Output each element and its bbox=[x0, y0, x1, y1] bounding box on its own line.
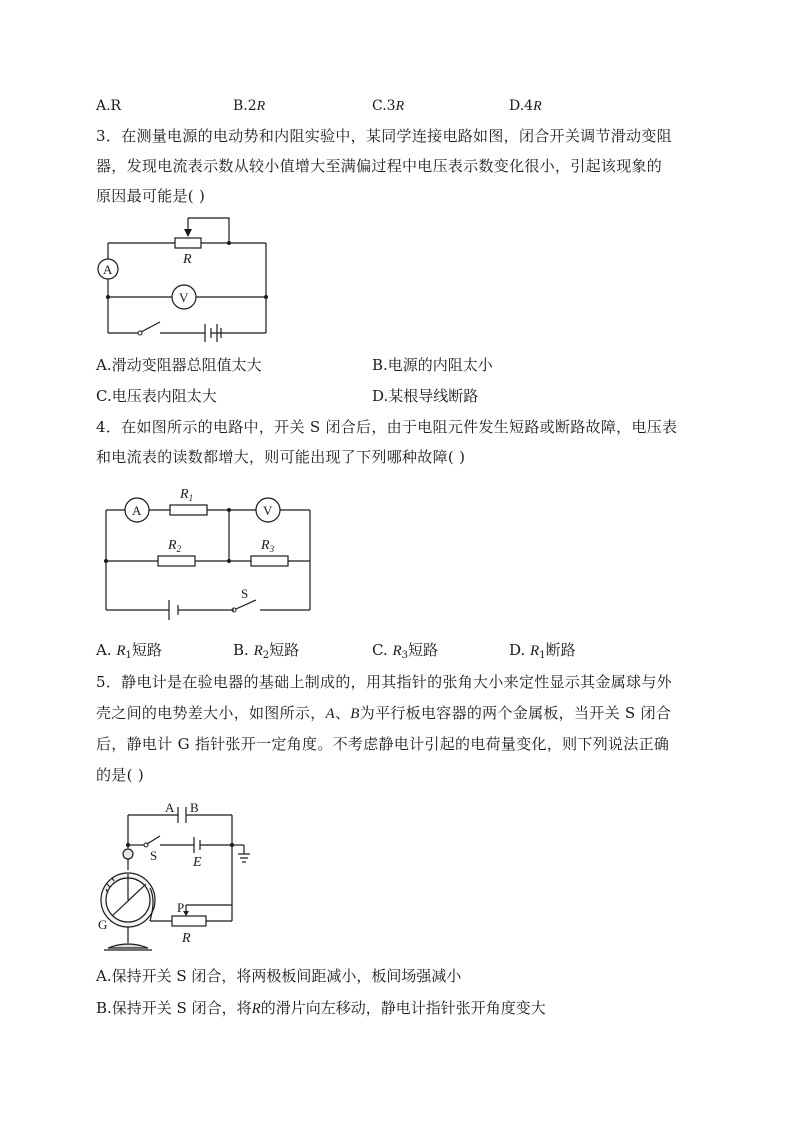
q3-stem-line-2: 器，发现电流表示数从较小值增大至满偏过程中电压表示数变化很小，引起该现象的 bbox=[96, 157, 663, 175]
q5-rheostat-label: R bbox=[182, 931, 191, 946]
q4-voltmeter-label: V bbox=[263, 503, 273, 518]
q4-r2-label: R bbox=[168, 538, 177, 553]
q4-stem-line-1: 4．在如图所示的电路中，开关 S 闭合后，由于电阻元件发生短路或断路故障，电压表 bbox=[96, 418, 678, 436]
q5-stem-line-1: 5．静电计是在验电器的基础上制成的，用其指针的张角大小来定性显示其金属球与外 bbox=[96, 673, 672, 691]
q3-option-d: D.某根导线断路 bbox=[372, 387, 479, 405]
q3-option-a: A.滑动变阻器总阻值太大 bbox=[96, 356, 262, 374]
q2-option-c: C.3R bbox=[372, 98, 405, 114]
q5-stem-line-4: 的是( ) bbox=[96, 766, 144, 784]
q5-plate-a-label: A bbox=[165, 800, 175, 815]
q4-option-c: C. $R_3$短路 bbox=[372, 641, 439, 661]
q4-option-b: B. $R_2$短路 bbox=[233, 641, 300, 661]
q4-stem-line-2: 和电流表的读数都增大，则可能出现了下列哪种故障( ) bbox=[96, 448, 466, 466]
svg-text:R1: $R_1$ bbox=[180, 487, 194, 503]
q2-option-a: A.R bbox=[96, 98, 122, 114]
q5-plate-b-label: B bbox=[190, 800, 199, 815]
q3-voltmeter-label: V bbox=[179, 290, 189, 305]
q4-switch-label: S bbox=[241, 586, 249, 601]
q5-option-b: B.保持开关 S 闭合，将R的滑片向左移动，静电计指针张开角度变大 bbox=[96, 999, 546, 1017]
q4-option-d: D. $R_1$断路 bbox=[509, 641, 576, 661]
q5-stem-line-3: 后，静电计 G 指针张开一定角度。不考虑静电计引起的电荷量变化，则下列说法正确 bbox=[96, 735, 670, 753]
q5-slider-label: P bbox=[177, 900, 185, 915]
q5-stem-line-2: 壳之间的电势差大小，如图所示，A、B为平行板电容器的两个金属板，当开关 S 闭合 bbox=[96, 704, 672, 722]
q4-ammeter-label: A bbox=[132, 503, 142, 518]
q2-option-b: B.2R bbox=[233, 98, 266, 114]
q2-option-d: D.4R bbox=[509, 98, 542, 114]
q5-option-a: A.保持开关 S 闭合，将两极板间距减小，板间场强减小 bbox=[96, 967, 462, 985]
svg-text:R2: $R_2$ bbox=[168, 538, 182, 554]
q3-stem-line-3: 原因最可能是( ) bbox=[96, 187, 206, 205]
q3-ammeter-label: A bbox=[103, 262, 113, 277]
q5-emf-label: E bbox=[193, 855, 202, 870]
q3-option-b: B.电源的内阻太小 bbox=[372, 356, 493, 374]
q3-stem-line-1: 3．在测量电源的电动势和内阻实验中，某同学连接电路如图，闭合开关调节滑动变阻 bbox=[96, 127, 672, 145]
q3-resistor-label: R bbox=[183, 252, 192, 267]
q5-switch-label: S bbox=[150, 848, 158, 863]
q3-option-c: C.电压表内阻太大 bbox=[96, 387, 217, 405]
q4-option-a: A. $R_1$短路 bbox=[96, 641, 162, 661]
svg-text:R3: $R_3$ bbox=[261, 538, 275, 554]
q4-r3-label: R bbox=[261, 538, 270, 553]
q4-r1-label: R bbox=[180, 487, 189, 502]
q5-electrometer-label: G bbox=[98, 917, 108, 932]
